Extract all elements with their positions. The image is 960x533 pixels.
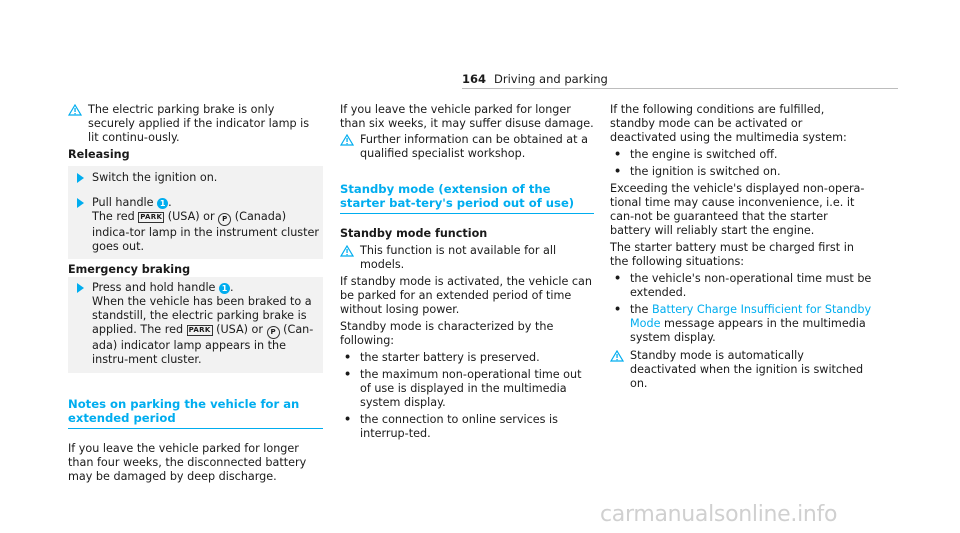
- paragraph: If you leave the vehicle parked for longer than six weeks, it may suffer disuse damage.: [340, 103, 594, 130]
- subsection-heading: Standby mode function: [340, 227, 488, 240]
- section-divider: [68, 428, 323, 429]
- paragraph: Exceeding the vehicle's displayed non-opera-tional time may cause inconvenience, i.e. it can-not be guaranteed that the starter battery will reliably start the engine.: [610, 182, 865, 237]
- info-icon: [340, 134, 354, 146]
- releasing-heading: Releasing: [68, 148, 130, 161]
- p-circle-symbol-icon: P: [218, 213, 231, 226]
- list-item: [610, 303, 872, 345]
- info-note: [340, 133, 594, 161]
- list-item: • the engine is switched off.: [610, 148, 872, 162]
- paragraph: If standby mode is activated, the vehicle can be parked for an extended period of time without losing power.: [340, 275, 592, 316]
- info-note: [340, 244, 594, 272]
- step-text: .: [168, 196, 172, 209]
- arrow-icon: [77, 283, 84, 293]
- park-symbol-icon: PARK: [140, 213, 163, 221]
- section-text: If you leave the vehicle parked for longer than four weeks, the disconnected battery may be damaged by deep discharge.: [68, 442, 307, 483]
- page-number: 164: [462, 72, 487, 86]
- step-box-emergency: [68, 277, 323, 373]
- section-heading: Standby mode (extension of the starter bat-tery's period out of use): [340, 182, 575, 210]
- note-text: Standby mode is automatically deactivated when the ignition is switched on.: [630, 349, 864, 390]
- standby-section: [340, 182, 594, 214]
- column-1: [68, 103, 323, 484]
- handle-number-badge: 1: [157, 198, 168, 209]
- notes-section: [68, 397, 323, 484]
- handle-number-badge: 1: [219, 283, 230, 294]
- list-item: • the maximum non-operational time out of use is displayed in the multimedia system display.: [340, 368, 594, 410]
- page-header: [462, 72, 608, 86]
- step-text: (Canada) indica-tor lamp in the instrument cluster goes out.: [92, 210, 319, 253]
- section-divider: [340, 213, 594, 214]
- step-item: [68, 279, 323, 371]
- park-symbol-icon: PARK: [188, 326, 211, 334]
- note-text: The electric parking brake is only securely applied if the indicator lamp is lit continu-ously.: [88, 103, 310, 144]
- header-divider: [462, 88, 898, 89]
- note-text: Further information can be obtained at a qualified specialist workshop.: [360, 133, 588, 160]
- system-message-link[interactable]: Battery Charge Insufficient for Standby Mode: [630, 303, 872, 330]
- list-item: • the vehicle's non-operational time must be extended.: [610, 272, 872, 300]
- column-3: [610, 103, 872, 391]
- step-text: Press and hold handle: [92, 281, 216, 294]
- list-item-text: the: [630, 303, 649, 316]
- step-text: Switch the ignition on.: [92, 171, 218, 184]
- column-2: [340, 103, 594, 441]
- step-text: (USA) or: [216, 323, 264, 336]
- info-icon: [610, 350, 624, 362]
- step-text: When the vehicle has been braked to a standstill, the electric parking brake is applied. The red: [92, 295, 312, 336]
- info-note: [68, 103, 323, 145]
- step-text: (USA) or: [167, 210, 215, 223]
- emergency-heading: Emergency braking: [68, 263, 191, 276]
- bullet-list: [610, 148, 872, 179]
- step-text: The red: [92, 210, 135, 223]
- watermark: carmanualsonline.info: [600, 502, 838, 527]
- note-text: This function is not available for all models.: [360, 244, 557, 271]
- step-text: .: [230, 281, 234, 294]
- paragraph: If the following conditions are fulfilled, standby mode can be activated or deactivated using the multimedia system:: [610, 103, 847, 144]
- list-item: • the ignition is switched on.: [610, 165, 872, 179]
- paragraph: The starter battery must be charged first in the following situations:: [610, 241, 854, 268]
- list-item-text: message appears in the multimedia system display.: [630, 317, 866, 344]
- paragraph: Standby mode is characterized by the following:: [340, 320, 554, 347]
- info-icon: [68, 104, 82, 116]
- section-heading: Notes on parking the vehicle for an extended period: [68, 397, 300, 425]
- info-icon: [340, 245, 354, 257]
- arrow-icon: [77, 173, 84, 183]
- p-circle-symbol-icon: P: [267, 326, 280, 339]
- step-item: [68, 191, 323, 257]
- info-note: [610, 349, 872, 391]
- step-box-releasing: [68, 166, 323, 259]
- list-item: • the connection to online services is interrup-ted.: [340, 413, 594, 441]
- step-item: [68, 168, 323, 191]
- list-item: • the starter battery is preserved.: [340, 351, 594, 365]
- bullet-list: [610, 272, 872, 345]
- section-title: Driving and parking: [494, 72, 608, 86]
- bullet-list: [340, 351, 594, 441]
- step-text: (Can-ada) indicator lamp appears in the instru-ment cluster.: [92, 323, 314, 366]
- step-text: Pull handle: [92, 196, 154, 209]
- arrow-icon: [77, 198, 84, 208]
